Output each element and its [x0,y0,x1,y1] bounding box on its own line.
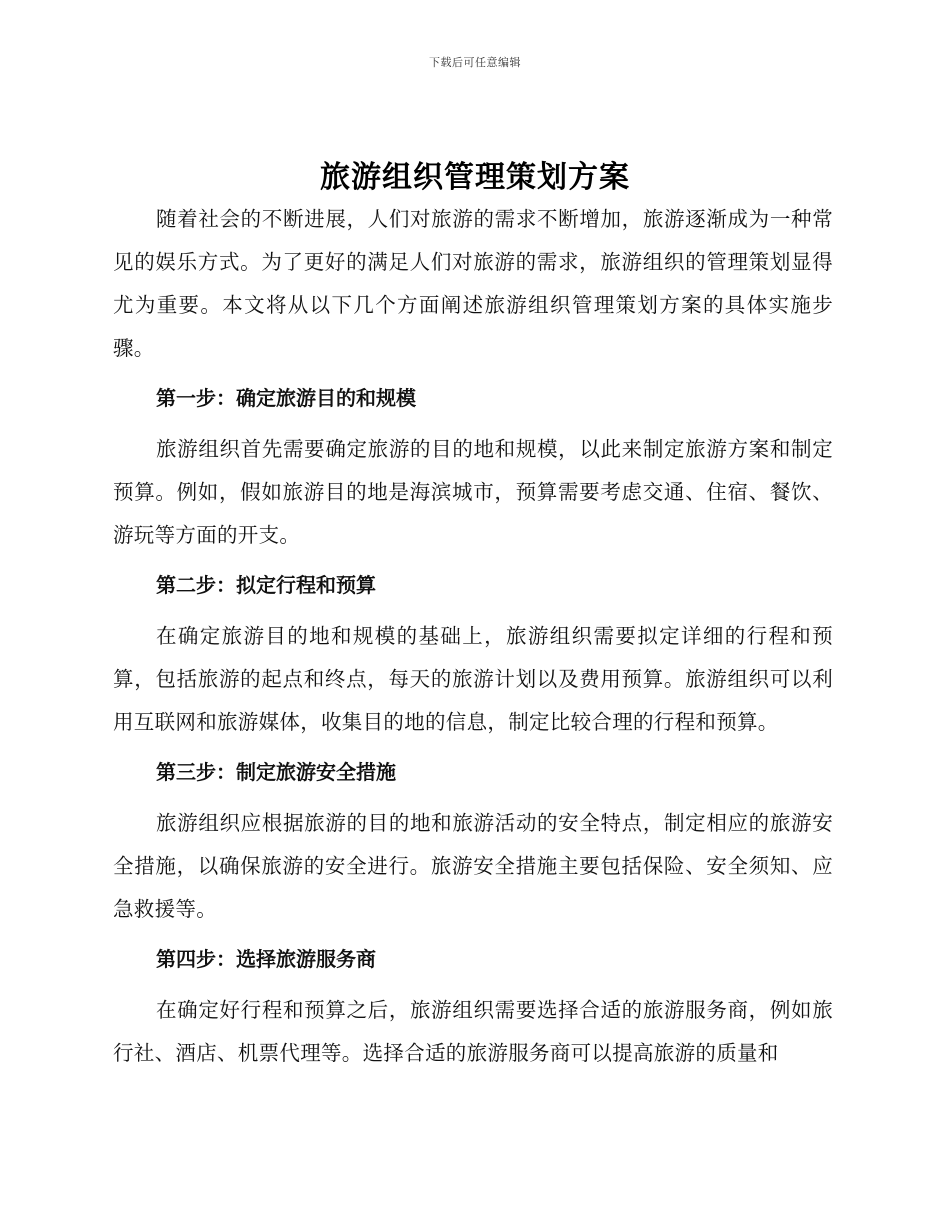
section-paragraph-3: 旅游组织应根据旅游的目的地和旅游活动的安全特点，制定相应的旅游安全措施，以确保旅游的安全进行。旅游安全措施主要包括保险、安全须知、应急救援等。 [113,811,833,921]
section-heading-1: 第一步：确定旅游目的和规模 [156,386,416,410]
section-paragraph-2: 在确定旅游目的地和规模的基础上，旅游组织需要拟定详细的行程和预算，包括旅游的起点和终点，每天的旅游计划以及费用预算。旅游组织可以利用互联网和旅游媒体，收集目的地的信息，制定比较合理的行程和预算。 [113,624,833,734]
section-heading-4: 第四步：选择旅游服务商 [156,947,376,971]
header-note: 下载后可任意编辑 [429,56,521,69]
section-paragraph-1: 旅游组织首先需要确定旅游的目的地和规模，以此来制定旅游方案和制定预算。例如，假如旅游目的地是海滨城市，预算需要考虑交通、住宿、餐饮、游玩等方面的开支。 [113,437,833,547]
document-title: 旅游组织管理策划方案 [320,160,630,195]
document-body [113,198,833,1083]
section-paragraph-4: 在确定好行程和预算之后，旅游组织需要选择合适的旅游服务商，例如旅行社、酒店、机票代理等。选择合适的旅游服务商可以提高旅游的质量和 [113,998,833,1065]
section-heading-3: 第三步：制定旅游安全措施 [156,760,396,784]
intro-paragraph: 随着社会的不断进展，人们对旅游的需求不断增加，旅游逐渐成为一种常见的娱乐方式。为了更好的满足人们对旅游的需求，旅游组织的管理策划显得尤为重要。本文将从以下几个方面阐述旅游组织管理策划方案的具体实施步骤。 [113,207,833,360]
section-heading-2: 第二步：拟定行程和预算 [156,573,376,597]
